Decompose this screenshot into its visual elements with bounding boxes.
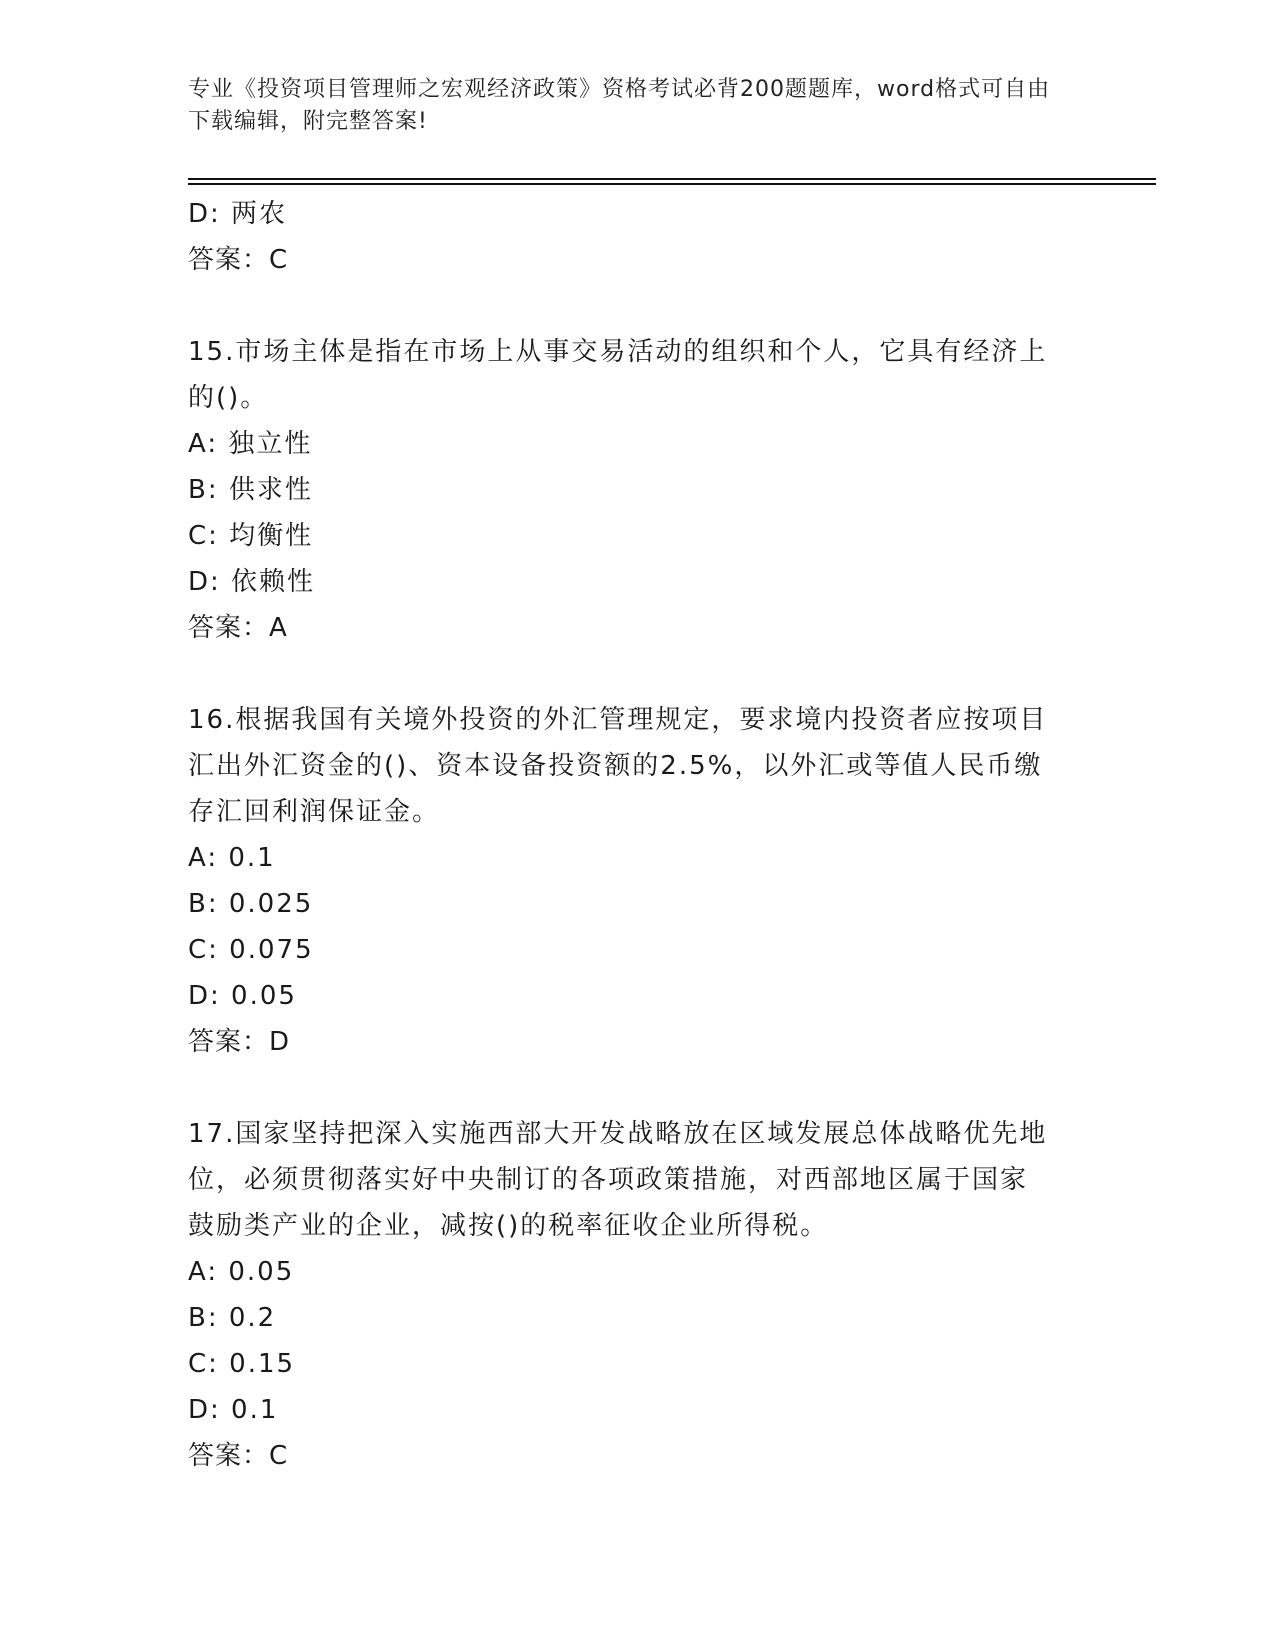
option-a: A: 独立性 [188, 429, 313, 459]
answer-line: 答案：C [188, 245, 289, 275]
answer-line: 答案：D [188, 1027, 291, 1057]
question-stem-line: 汇出外汇资金的()、资本设备投资额的2.5%，以外汇或等值人民币缴 [188, 751, 1043, 781]
option-d: D: 0.1 [188, 1395, 279, 1425]
option-c: C: 均衡性 [188, 521, 314, 551]
option-a: A: 0.05 [188, 1257, 295, 1287]
question-16 [188, 697, 1088, 1065]
question-stem-line: 存汇回利润保证金。 [188, 797, 441, 827]
option-d: D: 两农 [188, 199, 288, 229]
answer-line: 答案：C [188, 1441, 289, 1471]
option-c: C: 0.075 [188, 935, 314, 965]
question-stem-line: 17.国家坚持把深入实施西部大开发战略放在区域发展总体战略优先地 [188, 1119, 1048, 1149]
option-d: D: 0.05 [188, 981, 297, 1011]
question-stem-line: 15.市场主体是指在市场上从事交易活动的组织和个人，它具有经济上 [188, 337, 1048, 367]
question-17 [188, 1111, 1088, 1479]
header-title: 专业《投资项目管理师之宏观经济政策》资格考试必背200题题库，word格式可自由下载编辑，附完整答案! [188, 77, 1051, 134]
header-rule-bottom [188, 183, 1156, 185]
option-c: C: 0.15 [188, 1349, 296, 1379]
spacer [188, 1065, 1088, 1111]
question-15 [188, 329, 1088, 651]
document-body [188, 191, 1088, 1479]
question-stem-line: 鼓励类产业的企业，减按()的税率征收企业所得税。 [188, 1211, 829, 1241]
header-rule-top [188, 178, 1156, 180]
spacer [188, 283, 1088, 329]
question-stem-line: 16.根据我国有关境外投资的外汇管理规定，要求境内投资者应按项目 [188, 705, 1048, 735]
option-b: B: 供求性 [188, 475, 313, 505]
option-b: B: 0.2 [188, 1303, 277, 1333]
question-stem-line: 的()。 [188, 383, 269, 413]
answer-line: 答案：A [188, 613, 288, 643]
option-d: D: 依赖性 [188, 567, 316, 597]
document-header [188, 74, 1068, 138]
spacer [188, 651, 1088, 697]
option-b: B: 0.025 [188, 889, 314, 919]
option-a: A: 0.1 [188, 843, 276, 873]
question-stem-line: 位，必须贯彻落实好中央制订的各项政策措施，对西部地区属于国家 [188, 1165, 1029, 1195]
